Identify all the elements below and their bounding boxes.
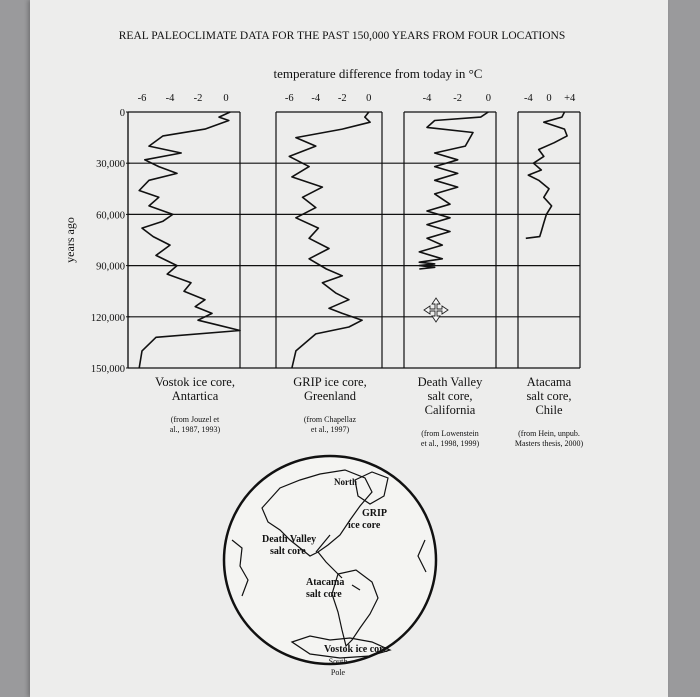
x-tick-label: -2 <box>337 93 347 104</box>
x-tick-label: 0 <box>223 93 229 104</box>
panel-source: et al., 1997) <box>310 425 350 434</box>
globe-outline <box>224 456 436 664</box>
panel-source: (from Chapellaz <box>303 415 357 424</box>
panel-source: (from Jouzel et <box>170 415 220 424</box>
x-tick-label: 0 <box>366 93 372 104</box>
series-line <box>526 112 567 238</box>
chart-grid <box>126 112 580 368</box>
panel-source: (from Hein, unpub. <box>518 429 580 438</box>
north-label: North <box>334 477 357 487</box>
panel-source: al., 1987, 1993) <box>169 425 221 434</box>
y-tick-label: 90,000 <box>96 261 125 273</box>
globe-map <box>224 456 436 677</box>
panel-name: Death Valley <box>417 375 483 389</box>
panel-captions <box>155 375 583 448</box>
panel-source: et al., 1998, 1999) <box>420 439 480 448</box>
y-tick-label: 0 <box>119 108 125 119</box>
panel-name: Antartica <box>171 389 219 403</box>
series-line <box>289 112 370 368</box>
panel-name: California <box>424 403 476 417</box>
chart-title: REAL PALEOCLIMATE DATA FOR THE PAST 150,000 YEARS FROM FOUR LOCATIONS <box>118 30 566 42</box>
panel-source: (from Lowenstein <box>421 429 479 438</box>
death-valley-label-2: salt core <box>270 546 306 557</box>
x-tick-label: -2 <box>193 93 203 104</box>
x-tick-label: 0 <box>485 93 491 104</box>
atacama-label-1: Atacama <box>306 577 345 588</box>
x-tick-label: +4 <box>564 93 576 104</box>
y-tick-labels <box>91 108 125 375</box>
series-line <box>139 112 240 368</box>
panel-name: GRIP ice core, <box>293 375 367 389</box>
x-tick-label: -6 <box>284 93 294 104</box>
chart-panels <box>138 93 576 368</box>
move-cursor-icon <box>424 298 448 322</box>
panel-source: Masters thesis, 2000) <box>514 439 584 448</box>
y-tick-label: 150,000 <box>90 364 125 375</box>
panel-name: salt core, <box>526 389 572 403</box>
panel-name: Vostok ice core, <box>155 375 235 389</box>
panel-name: Greenland <box>303 389 357 403</box>
y-tick-label: 60,000 <box>96 210 125 222</box>
x-tick-label: -4 <box>422 93 432 104</box>
grip-label-2: ice core <box>348 520 381 531</box>
x-tick-label: -2 <box>453 93 463 104</box>
x-tick-label: -6 <box>137 93 147 104</box>
south-pole-label-1: South <box>328 657 348 666</box>
grip-label-1: GRIP <box>362 508 387 519</box>
x-tick-label: -4 <box>165 93 175 104</box>
south-pole-label-2: Pole <box>330 668 346 677</box>
x-axis-label: temperature difference from today in °C <box>273 66 483 81</box>
death-valley-label-1: Death Valley <box>262 534 317 545</box>
panel-name: Chile <box>535 403 563 417</box>
atacama-label-2: salt core <box>306 589 342 600</box>
series-line <box>419 112 488 269</box>
x-tick-label: -4 <box>311 93 321 104</box>
panel-name: salt core, <box>427 389 473 403</box>
vostok-label: Vostok ice core <box>324 644 388 655</box>
x-tick-label: -4 <box>523 93 533 104</box>
y-tick-label: 30,000 <box>96 159 125 171</box>
y-axis-label: years ago <box>63 217 77 263</box>
y-tick-label: 120,000 <box>90 312 125 324</box>
x-tick-label: 0 <box>546 93 552 104</box>
panel-name: Atacama <box>526 375 572 389</box>
